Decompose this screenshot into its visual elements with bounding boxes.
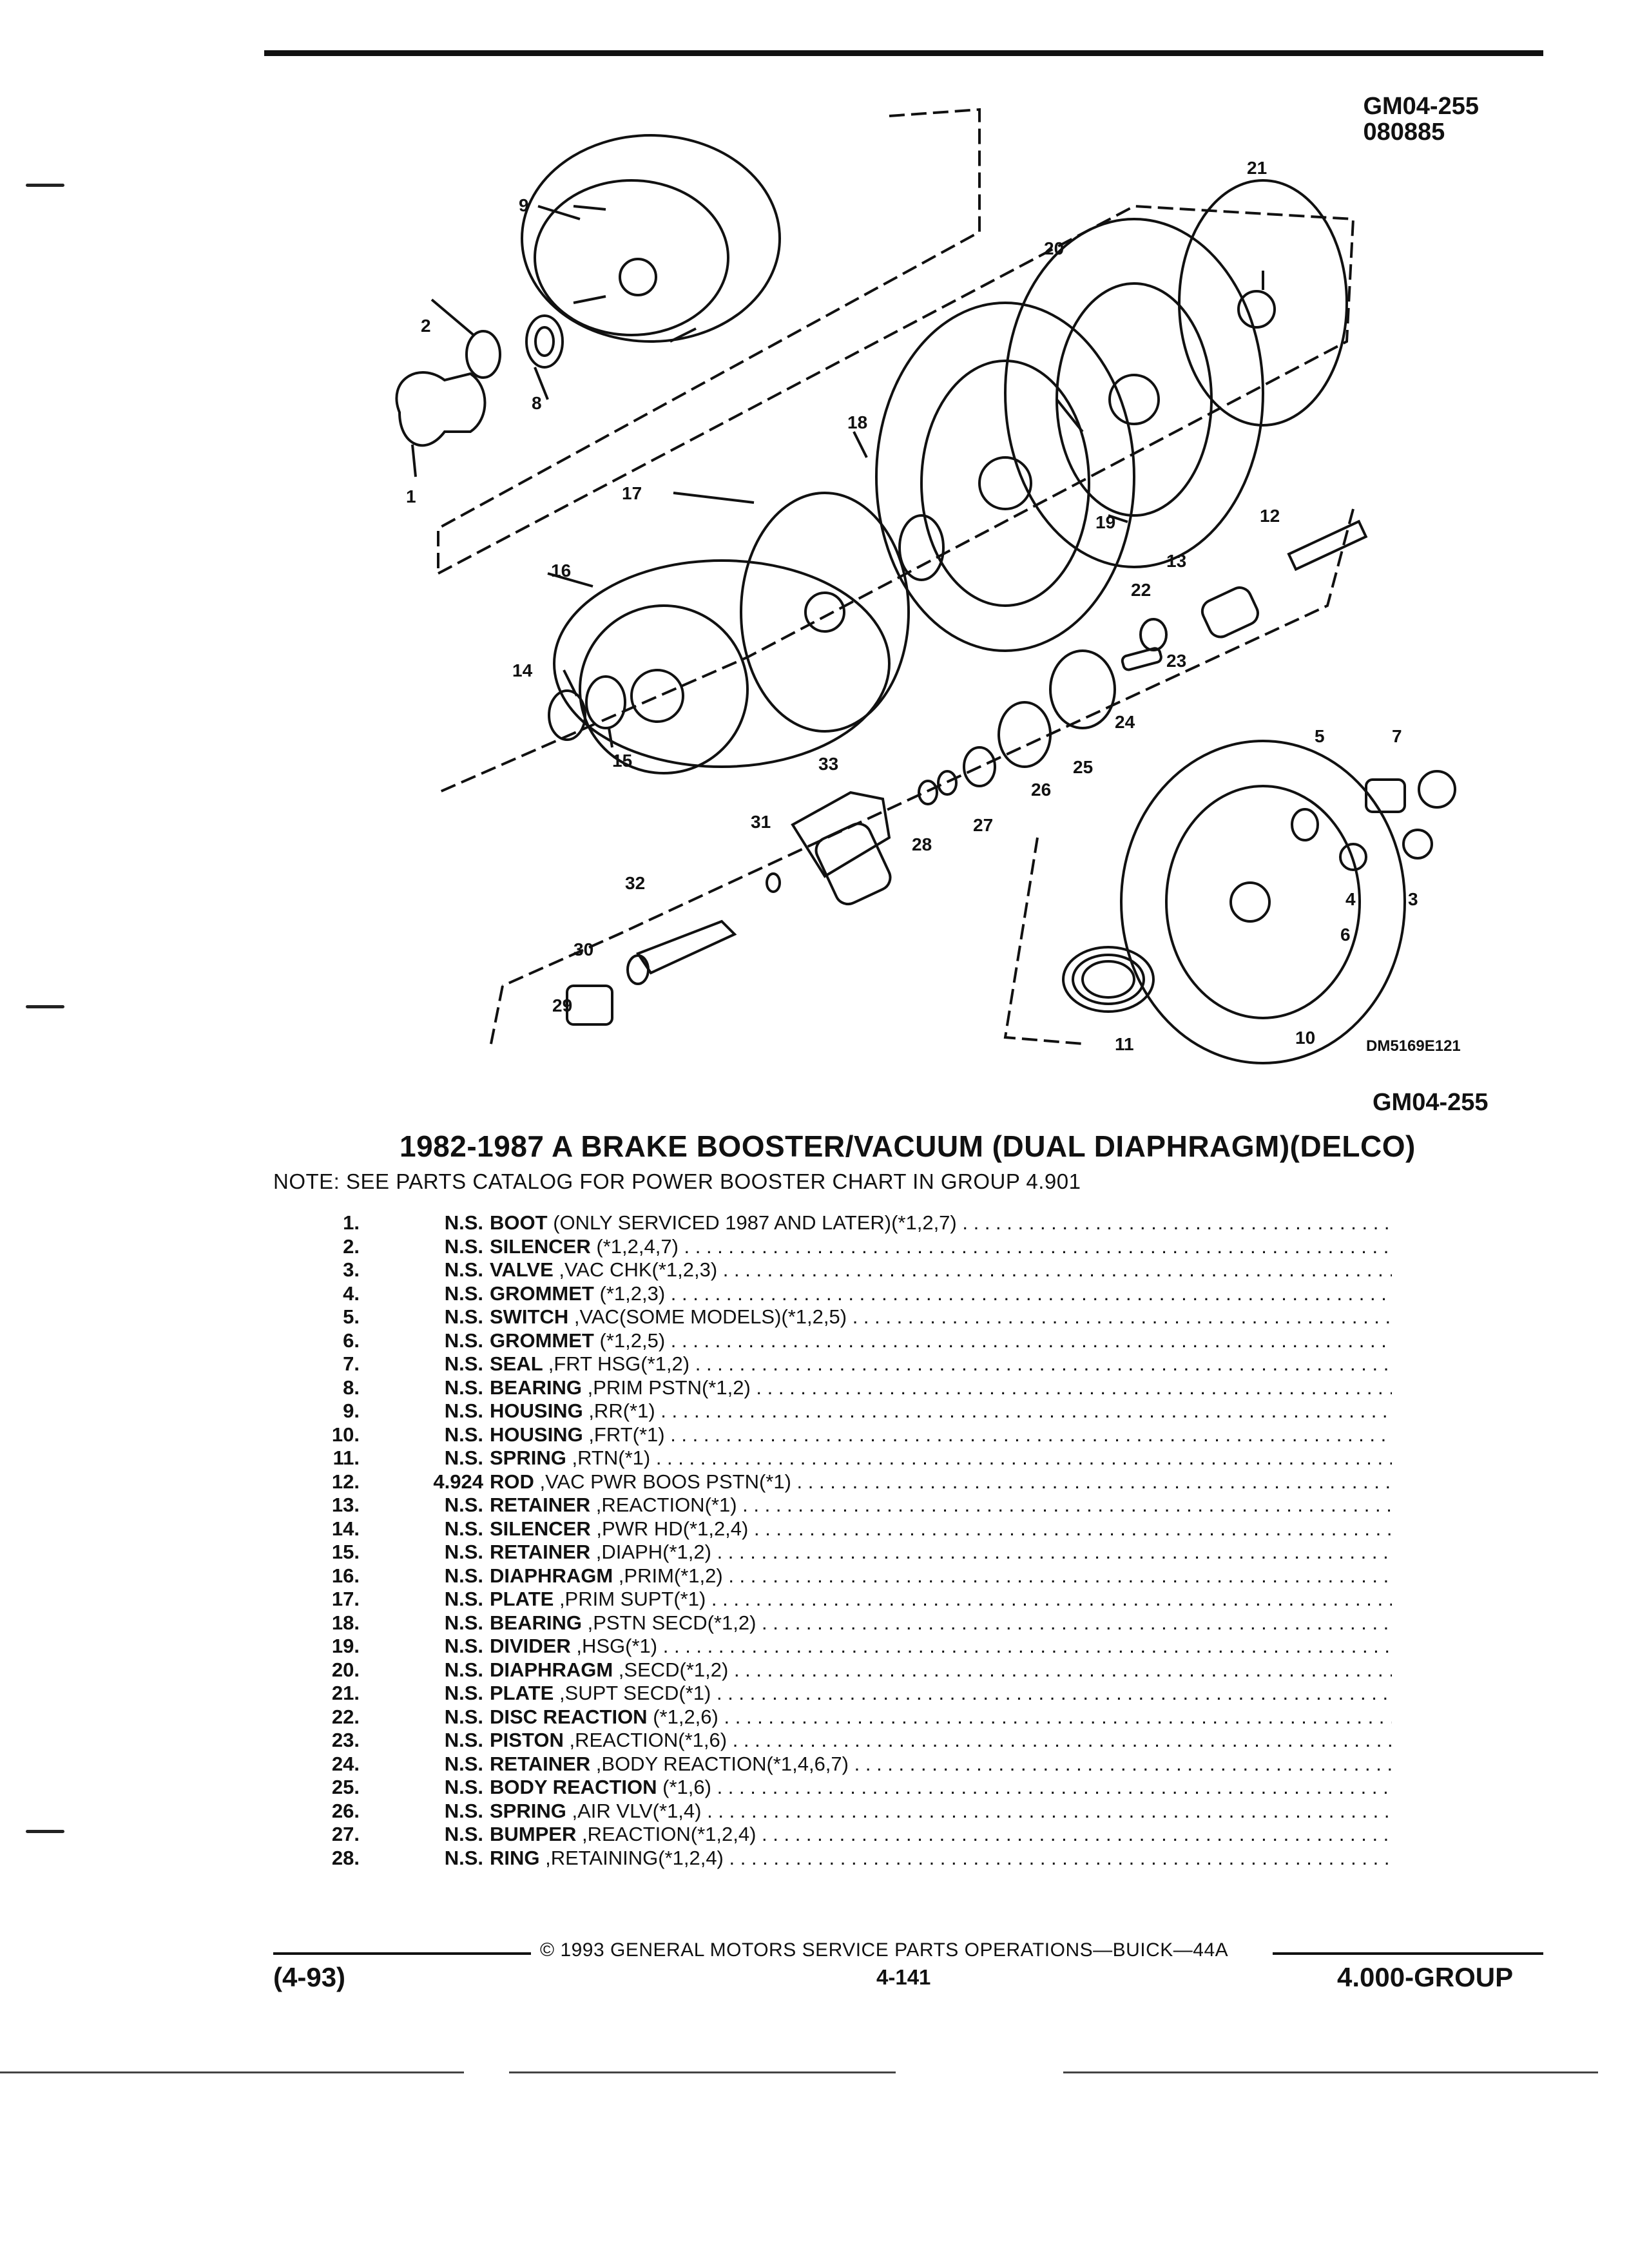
item-detail: ,FRT(*1) [588, 1423, 665, 1446]
item-description [490, 1517, 1392, 1541]
margin-mark [26, 184, 64, 187]
list-item [284, 1682, 1392, 1706]
item-detail: ,PWR HD(*1,2,4) [596, 1517, 749, 1540]
figure-date: 080885 [1363, 119, 1445, 146]
item-name: SILENCER [490, 1235, 591, 1258]
callout: 12 [1260, 506, 1280, 526]
item-reference: N.S. [444, 1705, 483, 1728]
list-item [284, 1399, 1392, 1423]
item-number: 16. [331, 1564, 360, 1587]
item-number: 20. [331, 1658, 360, 1681]
parts-list [284, 1211, 1392, 1870]
list-item [284, 1776, 1392, 1800]
item-name: PLATE [490, 1682, 554, 1704]
item-description [490, 1800, 1392, 1823]
item-number: 25. [331, 1776, 360, 1798]
item-detail: ,RTN(*1) [572, 1446, 651, 1469]
item-reference: N.S. [444, 1399, 483, 1422]
item-detail: (ONLY SERVICED 1987 AND LATER)(*1,2,7) [553, 1211, 957, 1234]
list-item [284, 1729, 1392, 1753]
list-item [284, 1376, 1392, 1400]
assembly-box-rear [438, 110, 979, 573]
item-description [490, 1305, 1392, 1329]
item-detail: ,PSTN SECD(*1,2) [587, 1611, 757, 1634]
item-number: 3. [343, 1258, 360, 1281]
diagram-code: DM5169E121 [1366, 1037, 1461, 1055]
exploded-diagram [361, 97, 1521, 1082]
figure-code: GM04-255 [1363, 93, 1479, 120]
item-reference: N.S. [444, 1446, 483, 1469]
item-description [490, 1211, 1392, 1235]
item-description [490, 1611, 1392, 1635]
item-name: SEAL [490, 1352, 543, 1375]
item-detail: (*1,2,6) [653, 1705, 718, 1728]
callout: 8 [532, 393, 542, 413]
list-item [284, 1588, 1392, 1611]
item-detail: ,FRT HSG(*1,2) [548, 1352, 690, 1375]
item-detail: ,SUPT SECD(*1) [559, 1682, 711, 1704]
callout: 2 [421, 316, 431, 336]
callout: 3 [1408, 889, 1418, 909]
callout: 20 [1044, 238, 1065, 258]
item-name: DIVIDER [490, 1635, 571, 1657]
item-number: 26. [331, 1799, 360, 1822]
item-detail: ,AIR VLV(*1,4) [572, 1799, 702, 1822]
item-number: 24. [331, 1752, 360, 1775]
item-name: BUMPER [490, 1823, 577, 1845]
item-description [490, 1776, 1392, 1799]
callout: 11 [1115, 1034, 1134, 1054]
callout: 14 [512, 660, 533, 680]
item-name: SPRING [490, 1799, 566, 1822]
item-name: PLATE [490, 1588, 554, 1610]
item-description [490, 1847, 1392, 1870]
item-description [490, 1446, 1392, 1470]
item-reference: N.S. [444, 1211, 483, 1234]
callout: 18 [847, 412, 868, 432]
item-detail: ,PRIM SUPT(*1) [559, 1588, 706, 1610]
callout: 10 [1295, 1028, 1316, 1048]
list-item [284, 1446, 1392, 1470]
page-title: 1982-1987 A BRAKE BOOSTER/VACUUM (DUAL DIAPHRAGM)(DELCO) [400, 1129, 1416, 1163]
callout: 7 [1392, 726, 1402, 746]
item-number: 9. [343, 1399, 360, 1422]
item-reference: N.S. [444, 1541, 483, 1563]
list-item [284, 1658, 1392, 1682]
callout: 16 [551, 561, 572, 581]
item-detail: ,PRIM PSTN(*1,2) [587, 1376, 751, 1399]
item-name: HOUSING [490, 1423, 583, 1446]
list-item [284, 1706, 1392, 1729]
item-description [490, 1423, 1392, 1446]
callout: 30 [574, 939, 594, 959]
item-name: PISTON [490, 1729, 564, 1751]
item-reference: N.S. [444, 1352, 483, 1375]
item-description [490, 1494, 1392, 1517]
list-item [284, 1211, 1392, 1235]
item-name: VALVE [490, 1258, 554, 1281]
item-number: 21. [331, 1682, 360, 1704]
callout: 22 [1131, 580, 1152, 600]
callout: 21 [1247, 158, 1268, 178]
item-number: 17. [331, 1588, 360, 1610]
list-item [284, 1753, 1392, 1776]
item-detail: ,VAC CHK(*1,2,3) [559, 1258, 718, 1281]
item-number: 2. [343, 1235, 360, 1258]
list-item [284, 1470, 1392, 1494]
list-item [284, 1517, 1392, 1541]
item-reference: N.S. [444, 1235, 483, 1258]
item-detail: ,VAC PWR BOOS PSTN(*1) [539, 1470, 791, 1493]
item-number: 4. [343, 1282, 360, 1305]
item-name: GROMMET [490, 1329, 594, 1352]
item-name: SWITCH [490, 1305, 569, 1328]
item-description [490, 1541, 1392, 1564]
item-detail: (*1,2,4,7) [596, 1235, 679, 1258]
item-detail: ,PRIM(*1,2) [618, 1564, 723, 1587]
item-reference: N.S. [444, 1376, 483, 1399]
callout: 27 [973, 815, 994, 835]
item-name: RETAINER [490, 1494, 591, 1516]
note-text: NOTE: SEE PARTS CATALOG FOR POWER BOOSTER CHART IN GROUP 4.901 [273, 1169, 1081, 1193]
item-number: 1. [343, 1211, 360, 1234]
item-reference: N.S. [444, 1658, 483, 1681]
item-detail: ,RETAINING(*1,2,4) [545, 1846, 724, 1869]
scan-edge-line [509, 2071, 896, 2073]
list-item [284, 1635, 1392, 1658]
scan-edge-line [0, 2071, 464, 2073]
scan-edge-line [1063, 2071, 1598, 2073]
top-rule [264, 50, 1543, 56]
item-name: BODY REACTION [490, 1776, 657, 1798]
item-description [490, 1470, 1392, 1494]
list-item [284, 1235, 1392, 1259]
callout: 24 [1115, 712, 1135, 732]
item-reference: N.S. [444, 1799, 483, 1822]
item-name: SILENCER [490, 1517, 591, 1540]
item-description [490, 1352, 1392, 1376]
item-number: 15. [331, 1541, 360, 1563]
item-reference: N.S. [444, 1564, 483, 1587]
item-description [490, 1658, 1392, 1682]
item-detail: ,REACTION(*1) [595, 1494, 737, 1516]
margin-mark [26, 1005, 64, 1008]
item-reference: N.S. [444, 1258, 483, 1281]
callout: 28 [912, 834, 932, 854]
item-number: 23. [331, 1729, 360, 1751]
item-reference: N.S. [444, 1776, 483, 1798]
footer-rule-left [273, 1952, 531, 1955]
callout: 26 [1031, 780, 1052, 800]
item-description [490, 1753, 1392, 1776]
item-description [490, 1235, 1392, 1258]
list-item [284, 1329, 1392, 1353]
item-description [490, 1282, 1392, 1305]
item-name: DIAPHRAGM [490, 1564, 613, 1587]
item-description [490, 1399, 1392, 1423]
item-description [490, 1258, 1392, 1282]
item-number: 8. [343, 1376, 360, 1399]
item-number: 6. [343, 1329, 360, 1352]
figure-code-bottom: GM04-255 [1373, 1089, 1489, 1116]
item-reference: N.S. [444, 1635, 483, 1657]
callout: 1 [406, 486, 416, 506]
item-description [490, 1823, 1392, 1846]
item-name: RETAINER [490, 1752, 591, 1775]
footer-rule-right [1273, 1952, 1543, 1955]
item-description [490, 1329, 1392, 1352]
list-item [284, 1423, 1392, 1447]
item-number: 12. [331, 1470, 360, 1493]
item-name: RETAINER [490, 1541, 591, 1563]
callout: 13 [1166, 551, 1187, 571]
item-number: 10. [331, 1423, 360, 1446]
item-reference: N.S. [444, 1305, 483, 1328]
item-name: BEARING [490, 1376, 582, 1399]
item-number: 13. [331, 1494, 360, 1516]
assembly-box-primary [438, 206, 1353, 793]
item-reference: 4.924 [433, 1470, 483, 1493]
item-name: ROD [490, 1470, 534, 1493]
list-item [284, 1823, 1392, 1847]
callout: 17 [622, 483, 642, 503]
item-description [490, 1635, 1392, 1658]
item-number: 7. [343, 1352, 360, 1375]
item-description [490, 1588, 1392, 1611]
item-reference: N.S. [444, 1423, 483, 1446]
item-name: BEARING [490, 1611, 582, 1634]
item-detail: ,RR(*1) [588, 1399, 655, 1422]
item-number: 28. [331, 1846, 360, 1869]
copyright: © 1993 GENERAL MOTORS SERVICE PARTS OPERATIONS—BUICK—44A [540, 1939, 1229, 1961]
item-reference: N.S. [444, 1329, 483, 1352]
item-reference: N.S. [444, 1517, 483, 1540]
callout: 19 [1095, 512, 1116, 532]
callout: 31 [751, 812, 771, 832]
callout: 23 [1166, 651, 1187, 671]
list-item [284, 1564, 1392, 1588]
item-description [490, 1729, 1392, 1752]
item-detail: ,BODY REACTION(*1,4,6,7) [595, 1752, 849, 1775]
footer-date: (4-93) [273, 1962, 346, 1992]
group-label: 4.000-GROUP [1337, 1962, 1514, 1992]
item-reference: N.S. [444, 1823, 483, 1845]
list-item [284, 1352, 1392, 1376]
item-reference: N.S. [444, 1611, 483, 1634]
item-detail: (*1,6) [662, 1776, 711, 1798]
page-number: 4-141 [876, 1965, 931, 1989]
item-reference: N.S. [444, 1846, 483, 1869]
item-reference: N.S. [444, 1494, 483, 1516]
item-detail: (*1,2,5) [599, 1329, 666, 1352]
item-number: 19. [331, 1635, 360, 1657]
list-item [284, 1800, 1392, 1823]
callout: 4 [1345, 889, 1356, 909]
list-item [284, 1494, 1392, 1517]
item-name: DISC REACTION [490, 1705, 648, 1728]
item-number: 18. [331, 1611, 360, 1634]
item-name: HOUSING [490, 1399, 583, 1422]
item-detail: ,REACTION(*1,2,4) [581, 1823, 757, 1845]
callout: 32 [625, 873, 646, 893]
item-reference: N.S. [444, 1752, 483, 1775]
item-number: 11. [333, 1446, 360, 1469]
margin-mark [26, 1830, 64, 1833]
item-name: RING [490, 1846, 540, 1869]
item-reference: N.S. [444, 1588, 483, 1610]
item-name: BOOT [490, 1211, 548, 1234]
item-description [490, 1682, 1392, 1705]
callout: 6 [1340, 925, 1351, 945]
item-name: GROMMET [490, 1282, 594, 1305]
item-detail: ,HSG(*1) [576, 1635, 658, 1657]
item-name: SPRING [490, 1446, 566, 1469]
item-detail: (*1,2,3) [599, 1282, 666, 1305]
callout: 15 [612, 751, 633, 771]
item-description [490, 1706, 1392, 1729]
list-item [284, 1282, 1392, 1306]
callout: 9 [519, 195, 529, 215]
callout: 25 [1073, 757, 1094, 777]
list-item [284, 1258, 1392, 1282]
list-item [284, 1541, 1392, 1564]
item-detail: ,VAC(SOME MODELS)(*1,2,5) [574, 1305, 847, 1328]
callout: 33 [818, 754, 839, 774]
item-number: 5. [343, 1305, 360, 1328]
item-number: 14. [331, 1517, 360, 1540]
item-name: DIAPHRAGM [490, 1658, 613, 1681]
item-description [490, 1376, 1392, 1399]
item-description [490, 1564, 1392, 1588]
item-number: 22. [331, 1705, 360, 1728]
callout: 29 [552, 995, 573, 1015]
item-detail: ,DIAPH(*1,2) [595, 1541, 711, 1563]
list-item [284, 1305, 1392, 1329]
list-item [284, 1611, 1392, 1635]
item-detail: ,SECD(*1,2) [618, 1658, 729, 1681]
item-reference: N.S. [444, 1682, 483, 1704]
list-item [284, 1847, 1392, 1870]
item-reference: N.S. [444, 1282, 483, 1305]
item-detail: ,REACTION(*1,6) [569, 1729, 728, 1751]
item-reference: N.S. [444, 1729, 483, 1751]
item-number: 27. [331, 1823, 360, 1845]
callout-labels [406, 158, 1418, 1054]
callout: 5 [1315, 726, 1325, 746]
